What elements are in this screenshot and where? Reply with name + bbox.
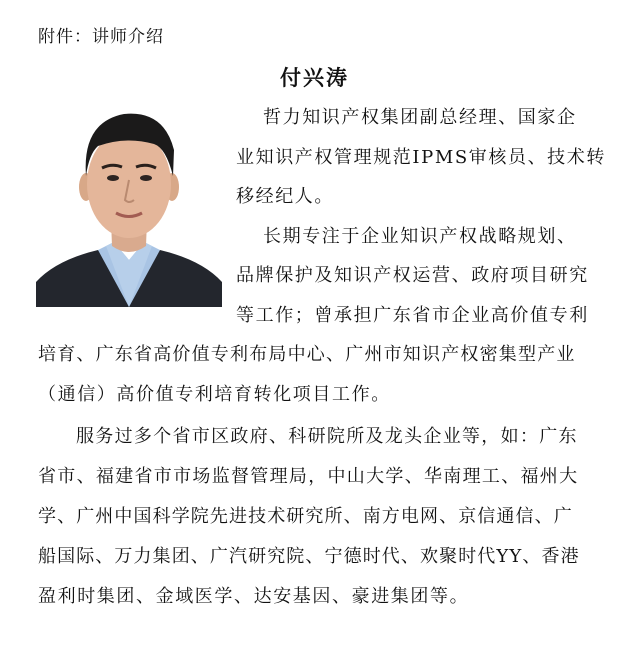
bio-line: 长期专注于企业知识产权战略规划、	[263, 226, 577, 247]
bio-line: 盈利时集团、金域医学、达安基因、豪进集团等。	[38, 586, 470, 607]
portrait-photo	[36, 92, 222, 307]
bio-line: 等工作；曾承担广东省市企业高价值专利	[236, 305, 589, 326]
bio-line: 业知识产权管理规范IPMS审核员、技术转	[236, 147, 606, 168]
bio-line: 学、广州中国科学院先进技术研究所、南方电网、京信通信、广	[38, 506, 573, 527]
bio-line: 省市、福建省市市场监督管理局，中山大学、华南理工、福州大	[38, 466, 579, 487]
attachment-label: 附件：讲师介绍	[38, 27, 164, 47]
bio-line: 服务过多个省市区政府、科研院所及龙头企业等，如：广东	[76, 426, 578, 447]
bio-line: 培育、广东省高价值专利布局中心、广州市知识产权密集型产业	[38, 344, 576, 365]
bio-line: 品牌保护及知识产权运营、政府项目研究	[236, 265, 589, 286]
bio-line: 移经纪人。	[236, 186, 334, 207]
bio-line: 哲力知识产权集团副总经理、国家企	[263, 107, 577, 128]
portrait-photo-icon	[36, 92, 222, 307]
bio-line: （通信）高价值专利培育转化项目工作。	[38, 384, 391, 405]
lecturer-name: 付兴涛	[280, 66, 349, 90]
bio-line: 船国际、万力集团、广汽研究院、宁德时代、欢聚时代YY、香港	[38, 546, 580, 567]
